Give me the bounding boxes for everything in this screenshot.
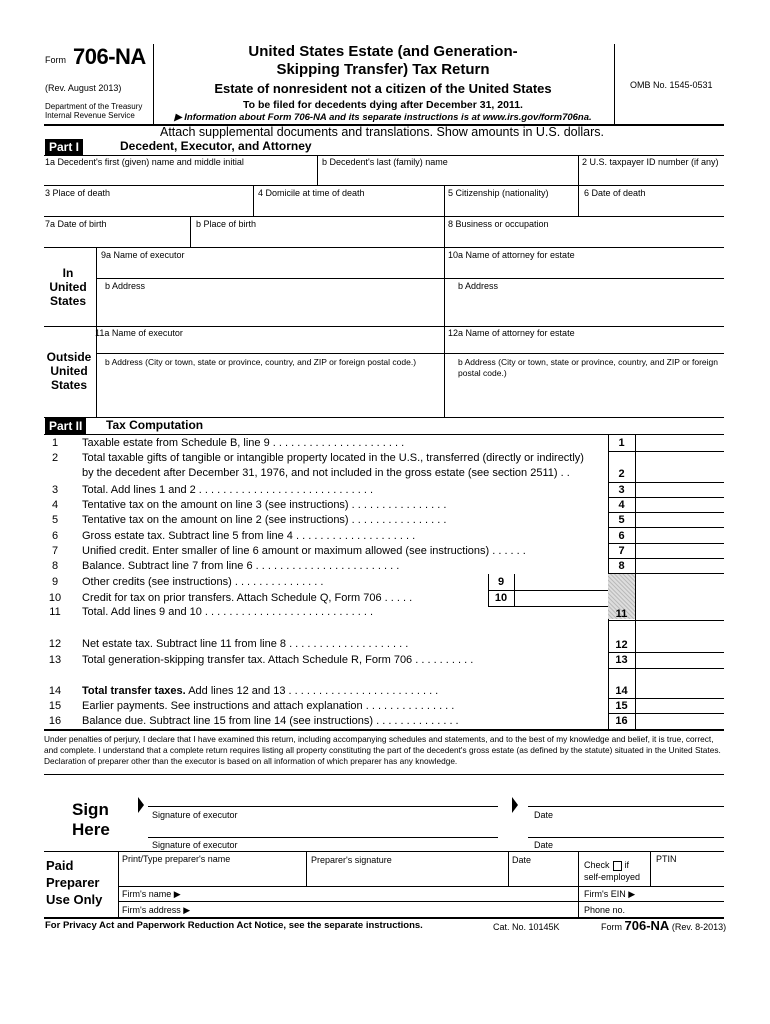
line-9-box: 9 [488,574,513,590]
preparer-signature-label: Preparer's signature [311,855,392,865]
line-6-amount[interactable] [636,528,724,543]
part2-title: Tax Computation [106,418,204,432]
sig1-label: Signature of executor [152,810,238,820]
field-1b-label: b Decedent's last (family) name [322,157,448,167]
line-15-box: 15 [615,700,628,712]
check-label: Check if [584,860,630,870]
line-14-box: 14 [615,685,628,697]
dept-line2: Internal Revenue Service [45,111,135,120]
sign-title-1: Sign [72,800,109,819]
footer-form-id: Form 706-NA (Rev. 8-2013) [601,918,727,933]
line-8-box: 8 [618,560,625,572]
place-of-death-input[interactable] [44,199,252,215]
attorney-address-us-input[interactable] [445,292,724,325]
field-9b-label: b Address [105,281,146,291]
executor-name-foreign-input[interactable] [97,339,443,353]
self-employed-label: self-employed [584,872,641,882]
date2-label: Date [534,840,554,850]
line-1-amount[interactable] [636,435,724,450]
ptin-input[interactable] [651,866,724,885]
preparer-date-label: Date [512,855,532,865]
line-14-amount[interactable] [636,683,724,698]
field-11b-label: b Address (City or town, state or province, country, and ZIP or foreign postal code.) [105,357,417,367]
line-2-box: 2 [618,468,625,480]
field-1a-label: 1a Decedent's first (given) name and middle initial [45,157,244,167]
domicile-input[interactable] [254,199,443,215]
preparer-signature-input[interactable] [307,866,507,885]
sign-title-2: Here [72,820,110,839]
field-4-label: 4 Domicile at time of death [258,188,365,198]
revision-date: (Rev. August 2013) [45,83,122,93]
date-arrow-icon [512,797,518,813]
in-us-label: In United States [49,266,87,308]
ptin-label: PTIN [656,854,677,864]
perjury-declaration: Under penalties of perjury, I declare that I have examined this return, including accompanying schedules and statements, and to the best of my knowledge and belief, it is true, correct, and complete. I understand that a complete return requires listing all property constituting the part of the decedent's gross estate (as defined by the statute) situated in the United States. Declaration of preparer other than the executor is based on all information of which preparer has any knowledge. [44,734,721,766]
field-10a-label: 10a Name of attorney for estate [448,250,575,260]
date-of-death-input[interactable] [579,199,724,215]
line-9-amount[interactable] [514,574,608,590]
field-8-label: 8 Business or occupation [448,219,549,229]
line-4-amount[interactable] [636,497,724,512]
line-12-box: 12 [615,639,628,651]
field-10b-label: b Address [458,281,499,291]
executor-address-foreign-input[interactable] [97,381,443,416]
sig2-label: Signature of executor [152,840,238,850]
firm-ein-label: Firm's EIN ▶ [584,889,636,899]
line-11-amount[interactable] [636,604,724,619]
attorney-address-foreign-input[interactable] [445,381,724,416]
preparer-date-input[interactable] [509,866,577,885]
privacy-notice: For Privacy Act and Paperwork Reduction Act Notice, see the separate instructions. [45,920,423,931]
line-6-box: 6 [618,530,625,542]
attorney-name-us-input[interactable] [445,261,724,277]
phone-label: Phone no. [584,905,626,915]
line-16-amount[interactable] [636,713,724,728]
cat-number: Cat. No. 10145K [493,922,560,932]
line-16-box: 16 [615,715,628,727]
field-12a-label: 12a Name of attorney for estate [448,328,575,338]
outside-us-label: Outside United States [46,350,92,392]
attorney-name-foreign-input[interactable] [445,339,724,353]
omb-number: OMB No. 1545-0531 [630,80,713,90]
field-9a-label: 9a Name of executor [101,250,185,260]
citizenship-input[interactable] [445,199,577,215]
field-6-label: 6 Date of death [584,188,646,198]
print-name-label: Print/Type preparer's name [122,854,231,864]
line-12-amount[interactable] [636,636,724,651]
form-label: Form [45,55,66,65]
firm-name-input[interactable] [196,887,577,901]
field-7a-label: 7a Date of birth [45,219,107,229]
executor-name-us-input[interactable] [97,261,443,277]
executor-date-2[interactable] [528,822,724,837]
part1-title: Decedent, Executor, and Attorney [120,139,312,153]
executor-signature-2[interactable] [148,822,498,837]
date-of-birth-input[interactable] [44,230,189,246]
line-1-box: 1 [618,437,625,449]
place-of-birth-input[interactable] [191,230,443,246]
form-number: 706-NA [73,44,146,69]
preparer-title-2: Preparer [46,875,100,890]
line-7-amount[interactable] [636,543,724,558]
sign-arrow-icon [138,797,144,813]
executor-date-1[interactable] [528,790,724,806]
line-5-box: 5 [618,514,625,526]
executor-address-us-input[interactable] [97,292,443,325]
line-10-amount[interactable] [514,590,608,606]
title-line2: Skipping Transfer) Tax Return [276,61,490,78]
field-11a-label: 11a Name of executor [95,328,183,338]
decedent-first-name-input[interactable] [44,167,316,184]
line-3-box: 3 [618,484,625,496]
line-7-box: 7 [618,545,625,557]
firm-name-label: Firm's name ▶ [122,889,181,899]
taxpayer-id-input[interactable] [579,167,724,184]
field-12b-label: b Address (City or town, state or province, country, and ZIP or foreign postal code.) [458,357,719,378]
line-13-box: 13 [615,654,628,666]
line-11-box: 11 [615,608,628,620]
filed-note: To be filed for decedents dying after December 31, 2011. [243,99,523,111]
preparer-title-3: Use Only [46,892,103,907]
date1-label: Date [534,810,554,820]
dept-line1: Department of the Treasury [45,102,143,111]
field-3-label: 3 Place of death [45,188,111,198]
line-4-box: 4 [618,499,625,511]
part1-label: Part I [45,139,83,155]
part2-label: Part II [45,418,86,434]
preparer-name-input[interactable] [119,866,305,885]
preparer-title-1: Paid [46,858,74,873]
line-13-amount[interactable] [636,652,724,667]
line-8-amount[interactable] [636,558,724,573]
firm-address-input[interactable] [196,902,577,916]
field-7b-label: b Place of birth [196,219,257,229]
info-note: ▶ Information about Form 706-NA and its separate instructions is at www.irs.gov/form706na. [174,112,592,123]
subtitle: Estate of nonresident not a citizen of the United States [214,81,552,96]
line-3-amount[interactable] [636,482,724,497]
field-5-label: 5 Citizenship (nationality) [448,188,549,198]
line-10-box: 10 [488,590,513,606]
occupation-input[interactable] [445,230,724,246]
line-5-amount[interactable] [636,512,724,527]
line-15-amount[interactable] [636,698,724,713]
decedent-last-name-input[interactable] [318,167,577,184]
self-employed-checkbox[interactable] [613,861,622,871]
field-2-label: 2 U.S. taxpayer ID number (if any) [582,157,719,167]
executor-signature-1[interactable] [148,790,498,806]
firm-address-label: Firm's address ▶ [122,905,191,915]
line-2-amount[interactable] [636,466,724,481]
title-line1: United States Estate (and Generation- [248,43,518,60]
attach-note: Attach supplemental documents and translations. Show amounts in U.S. dollars. [160,125,604,139]
